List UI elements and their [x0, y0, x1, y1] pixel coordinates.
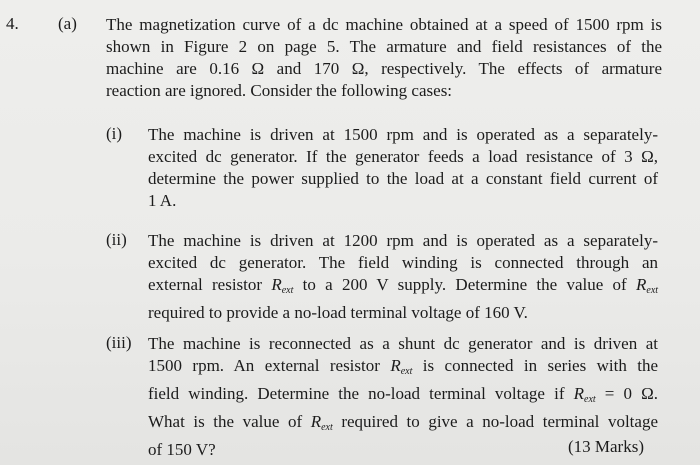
case-label: (iii)	[106, 333, 132, 352]
case-i-text	[148, 124, 658, 212]
symbol-sub: ext	[281, 285, 294, 296]
case-line: The machine is reconnected as a shunt dc generator and is driven at	[148, 334, 658, 353]
intro-line: reaction are ignored. Consider the following cases:	[106, 81, 453, 100]
case-line	[148, 274, 658, 302]
case-line: The machine is driven at 1200 rpm and is operated as a separately-	[148, 231, 658, 250]
symbol-r: R	[390, 356, 401, 375]
case-line: required to provide a no-load terminal voltage of 160 V.	[148, 303, 528, 322]
case-label: (ii)	[106, 230, 127, 249]
text-fragment: external resistor	[148, 275, 263, 294]
text-fragment: 1500 rpm. An external resistor	[148, 356, 380, 375]
case-line: excited dc generator. If the generator feeds a load resistance of 3 Ω,	[148, 147, 658, 166]
symbol-sub: ext	[584, 394, 596, 405]
case-label: (i)	[106, 124, 123, 143]
text-fragment: = 0 Ω.	[604, 384, 658, 403]
intro-line: The magnetization curve of a dc machine obtained at a speed of 1500 rpm is	[106, 15, 662, 34]
text-fragment: field winding. Determine the no-load terminal voltage if	[148, 384, 565, 403]
symbol-r: R	[310, 412, 322, 431]
case-line	[148, 383, 658, 411]
case-line	[148, 355, 658, 383]
case-line: of 150 V?	[148, 440, 216, 459]
question-number: 4.	[6, 14, 19, 33]
case-line: 1 A.	[148, 191, 177, 210]
case-line	[148, 411, 658, 439]
text-fragment: What is the value of	[148, 412, 303, 431]
text-fragment: required to give a no-load terminal voltage	[341, 412, 658, 431]
case-line: determine the power supplied to the load at a constant field current of	[148, 169, 658, 188]
marks-label: (13 Marks)	[567, 437, 644, 456]
case-ii-text	[148, 230, 658, 324]
symbol-sub: ext	[321, 422, 333, 433]
intro-line: machine are 0.16 Ω and 170 Ω, respectively. The effects of armature	[106, 59, 662, 78]
text-fragment: to a 200 V supply. Determine the value of	[302, 275, 627, 294]
text-fragment: is connected in series with the	[422, 356, 659, 375]
case-line: The machine is driven at 1500 rpm and is operated as a separately-	[148, 125, 658, 144]
question-intro	[106, 14, 662, 102]
symbol-sub: ext	[400, 366, 413, 377]
symbol-r: R	[271, 275, 282, 294]
symbol-r: R	[573, 384, 584, 403]
symbol-sub: ext	[646, 285, 659, 296]
intro-line: shown in Figure 2 on page 5. The armature and field resistances of the	[106, 37, 662, 56]
case-line: excited dc generator. The field winding is connected through an	[148, 253, 658, 272]
symbol-r: R	[636, 275, 647, 294]
part-label: (a)	[58, 14, 77, 33]
